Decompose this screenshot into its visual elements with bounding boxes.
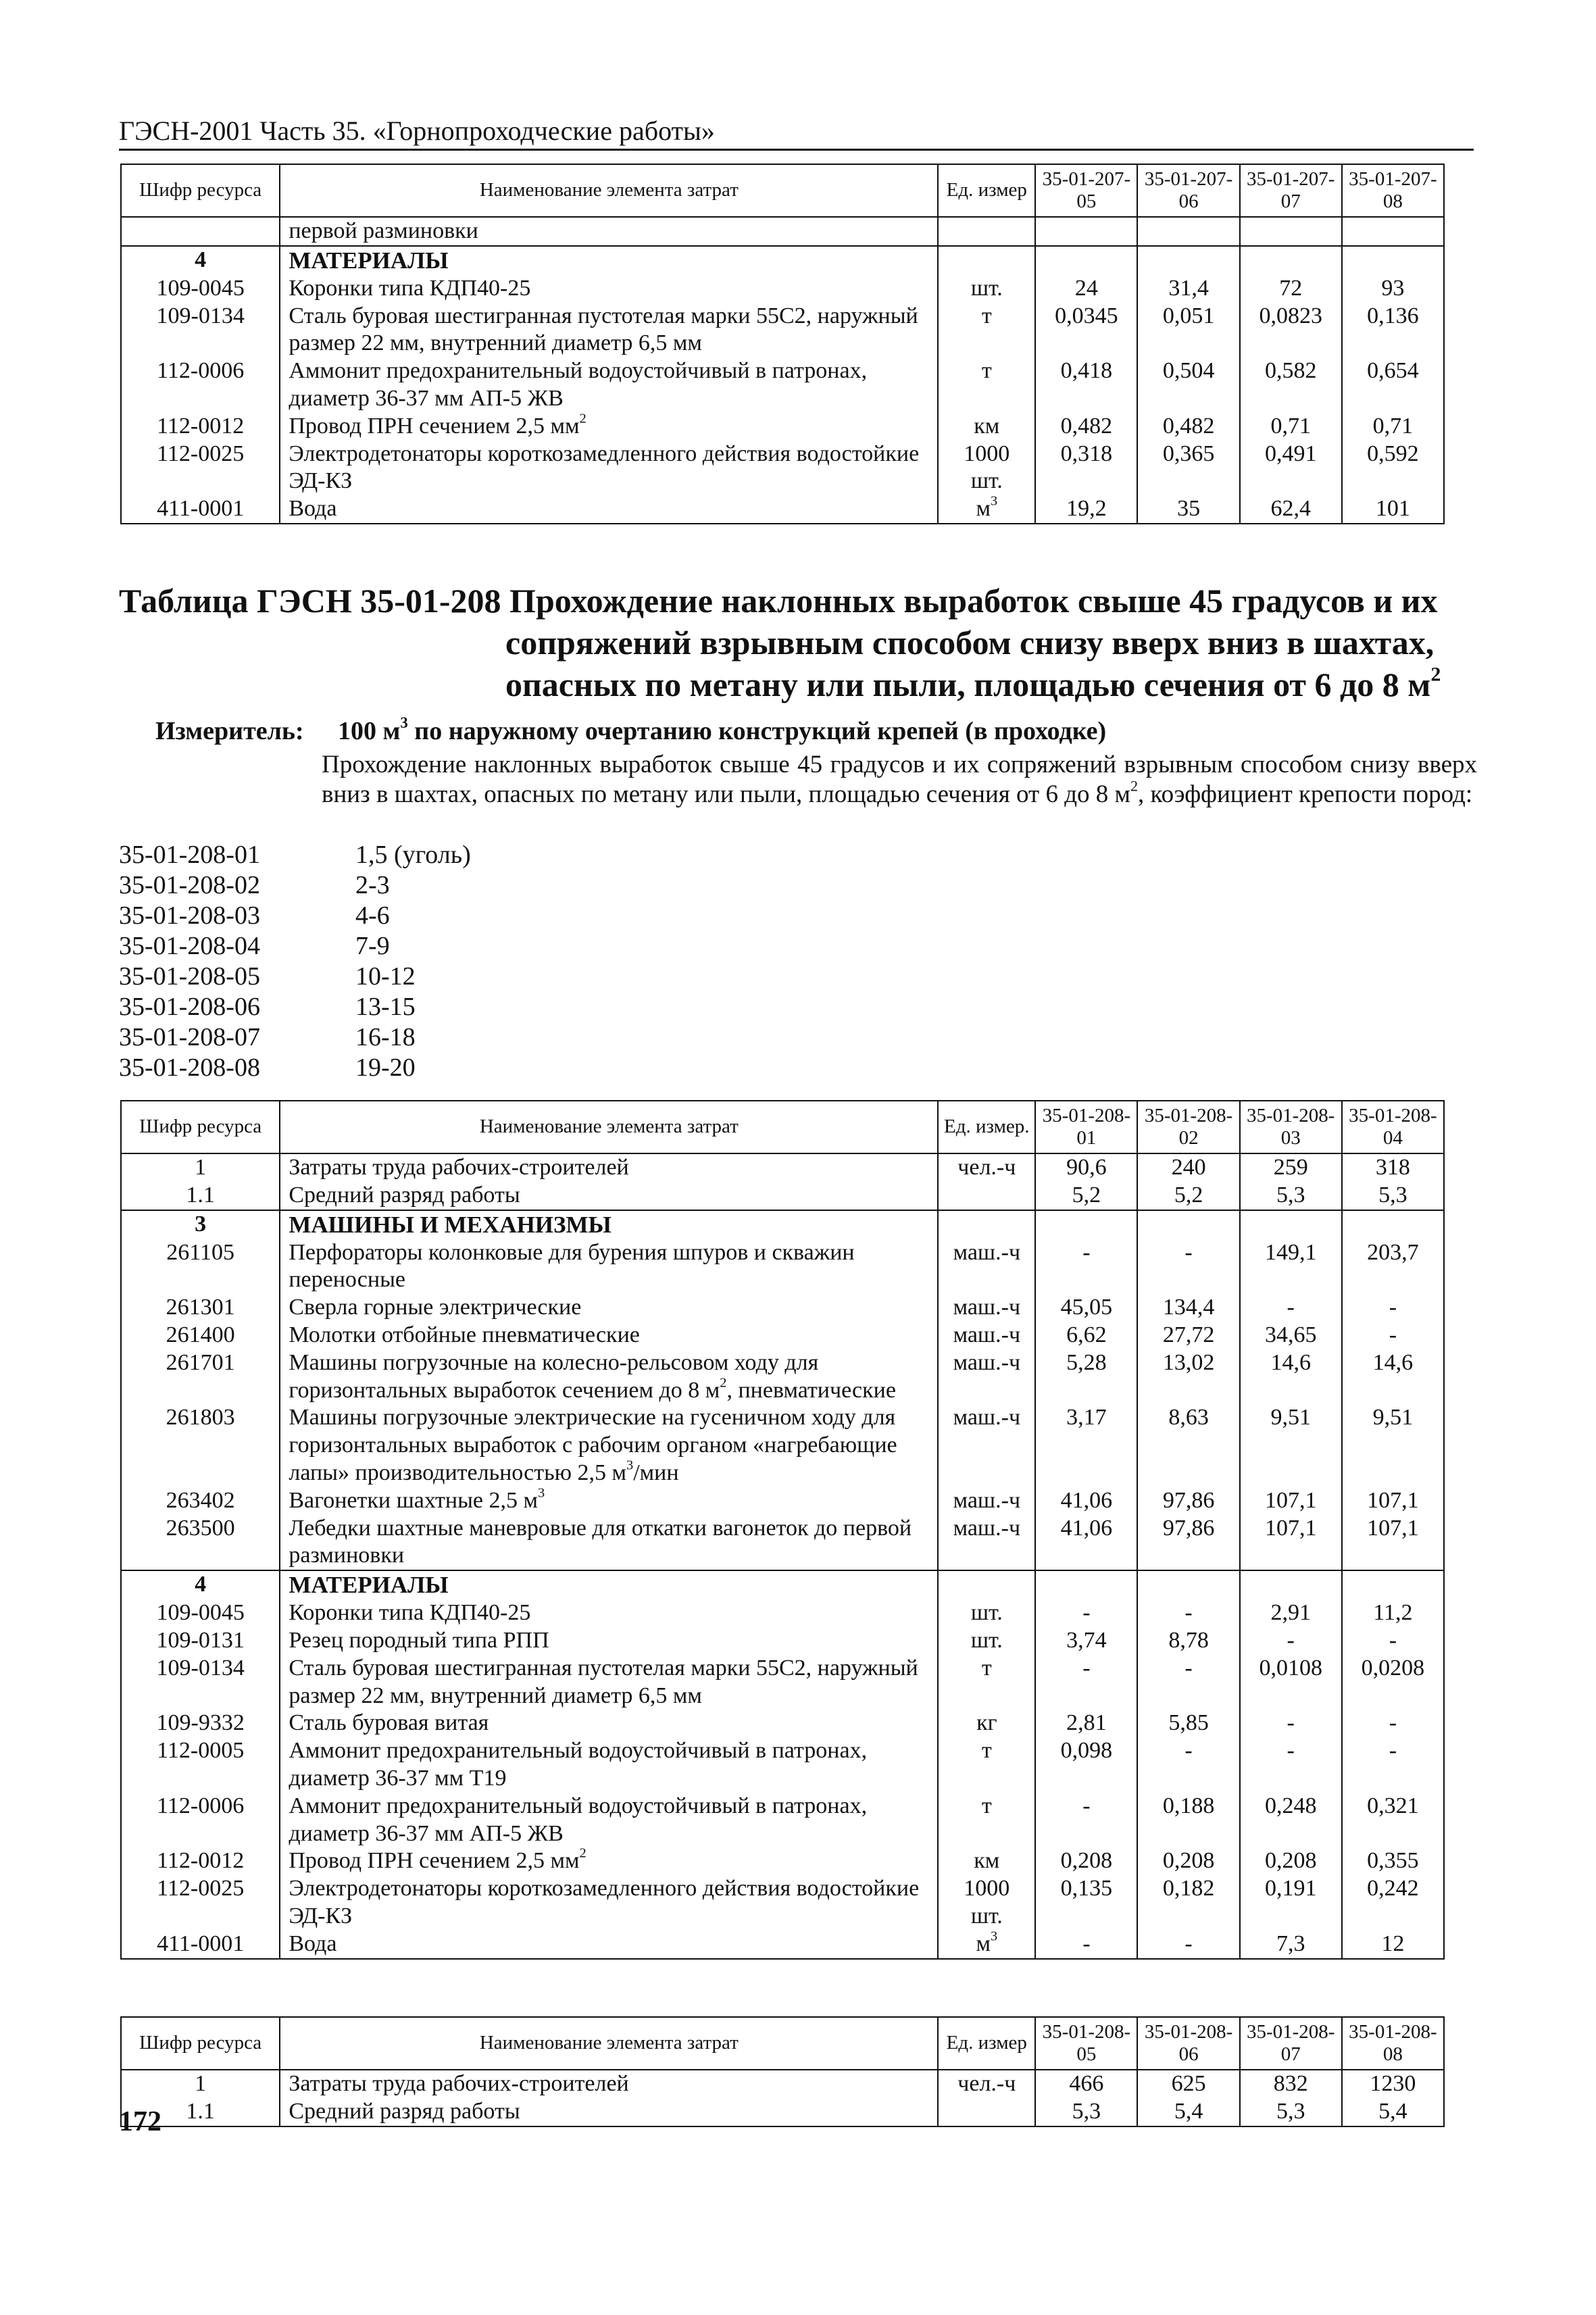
- row-name: Средний разряд работы: [280, 1182, 938, 1210]
- table-row: [121, 1875, 1444, 1931]
- row-unit: т: [938, 1737, 1035, 1793]
- row-name-continuation: первой разминовки: [280, 217, 938, 246]
- row-code: 112-0012: [121, 1847, 280, 1875]
- row-value: 107,1: [1240, 1515, 1342, 1571]
- row-value: 5,28: [1035, 1349, 1137, 1405]
- table-row: [121, 2070, 1444, 2098]
- header-col-1: 35-01-208-01: [1035, 1101, 1137, 1153]
- header-col-2: 35-01-208-06: [1137, 2017, 1239, 2070]
- row-value: 318: [1342, 1153, 1444, 1182]
- row-code: 112-0006: [121, 1793, 280, 1848]
- header-col-4: 35-01-208-04: [1342, 1101, 1444, 1153]
- variant-value: 10-12: [355, 962, 416, 991]
- row-unit: $м^3$: [938, 1931, 1035, 1959]
- row-code: 1.1: [121, 2098, 280, 2126]
- row-value: 9,51: [1342, 1404, 1444, 1487]
- row-name: Коронки типа КДП40-25: [280, 1599, 938, 1627]
- row-value: 3,17: [1035, 1404, 1137, 1487]
- section-row: [121, 1570, 1444, 1599]
- row-value: 0,654: [1342, 357, 1444, 413]
- row-value: 134,4: [1137, 1294, 1239, 1322]
- row-value: 41,06: [1035, 1515, 1137, 1571]
- table-row: [121, 1599, 1444, 1627]
- header-col-3: 35-01-207-07: [1240, 164, 1342, 217]
- meter-text: 100 $м^3$ по наружному очертанию конструкций крепей (в проходке): [338, 714, 1107, 745]
- row-value: -: [1342, 1737, 1444, 1793]
- row-unit: маш.-ч: [938, 1404, 1035, 1487]
- row-code: 112-0025: [121, 441, 280, 496]
- row-value: 466: [1035, 2070, 1137, 2098]
- row-value: 0,355: [1342, 1847, 1444, 1875]
- row-unit: маш.-ч: [938, 1349, 1035, 1405]
- row-value: 19,2: [1035, 495, 1137, 524]
- row-value: -: [1035, 1599, 1137, 1627]
- page-number: 172: [119, 2106, 161, 2137]
- row-value: 0,182: [1137, 1875, 1239, 1931]
- row-value: 0,248: [1240, 1793, 1342, 1848]
- row-code: 112-0012: [121, 413, 280, 441]
- row-value: 0,318: [1035, 441, 1137, 496]
- row-value: -: [1342, 1294, 1444, 1322]
- row-code: 109-9332: [121, 1710, 280, 1737]
- table-row: [121, 2098, 1444, 2126]
- row-value: 3,74: [1035, 1627, 1137, 1655]
- row-value: 0,0108: [1240, 1655, 1342, 1710]
- row-value: 5,4: [1342, 2098, 1444, 2126]
- row-name: Сталь буровая шестигранная пустотелая марки 55С2, наружный размер 22 мм, внутренний диаметр 6,5 мм: [280, 1655, 938, 1710]
- table-35-01-207-continued: [120, 164, 1445, 524]
- row-value: 832: [1240, 2070, 1342, 2098]
- row-value: 0,188: [1137, 1793, 1239, 1848]
- table-row: [121, 217, 1444, 246]
- row-unit: 1000 шт.: [938, 1875, 1035, 1931]
- header-rule: [119, 149, 1474, 151]
- row-value: 107,1: [1342, 1515, 1444, 1571]
- table-row: [121, 1239, 1444, 1295]
- row-value: 0,208: [1035, 1847, 1137, 1875]
- table-35-01-208-05-08: [120, 2016, 1445, 2127]
- row-value: 240: [1137, 1153, 1239, 1182]
- row-value: 0,418: [1035, 357, 1137, 413]
- row-code: 261105: [121, 1239, 280, 1295]
- row-value: 8,63: [1137, 1404, 1239, 1487]
- row-unit: шт.: [938, 1599, 1035, 1627]
- row-value: -: [1137, 1599, 1239, 1627]
- row-value: 259: [1240, 1153, 1342, 1182]
- section-title: МАТЕРИАЛЫ: [280, 1570, 938, 1599]
- row-value: 5,3: [1240, 1182, 1342, 1210]
- variant-code: 35-01-208-07: [119, 1023, 260, 1051]
- variant-value: 2-3: [355, 871, 390, 899]
- row-unit: маш.-ч: [938, 1515, 1035, 1571]
- row-value: 8,78: [1137, 1627, 1239, 1655]
- table-row: [121, 1515, 1444, 1571]
- row-name: Аммонит предохранительный водоустойчивый в патронах, диаметр 36-37 мм АП-5 ЖВ: [280, 1793, 938, 1848]
- row-name: Вода: [280, 495, 938, 524]
- variant-value: 16-18: [355, 1023, 416, 1051]
- row-code: 112-0006: [121, 357, 280, 413]
- row-value: 6,62: [1035, 1322, 1137, 1349]
- row-code: 411-0001: [121, 1931, 280, 1959]
- row-value: 97,86: [1137, 1515, 1239, 1571]
- row-value: 0,592: [1342, 441, 1444, 496]
- row-code: 1: [121, 2070, 280, 2098]
- row-name: Электродетонаторы короткозамедленного действия водостойкие ЭД-КЗ: [280, 1875, 938, 1931]
- row-value: 625: [1137, 2070, 1239, 2098]
- row-code: 109-0045: [121, 275, 280, 303]
- row-value: 0,135: [1035, 1875, 1137, 1931]
- row-value: 5,3: [1240, 2098, 1342, 2126]
- row-name: Коронки типа КДП40-25: [280, 275, 938, 303]
- row-code: 261301: [121, 1294, 280, 1322]
- row-value: 31,4: [1137, 275, 1239, 303]
- row-unit: шт.: [938, 275, 1035, 303]
- table-row: [121, 1404, 1444, 1487]
- row-code: 109-0134: [121, 303, 280, 358]
- table-row: [121, 1349, 1444, 1405]
- row-unit: км: [938, 413, 1035, 441]
- row-code: 261803: [121, 1404, 280, 1487]
- row-code: 109-0045: [121, 1599, 280, 1627]
- row-value: 9,51: [1240, 1404, 1342, 1487]
- row-value: 5,2: [1137, 1182, 1239, 1210]
- table-row: [121, 1182, 1444, 1210]
- row-name: Лебедки шахтные маневровые для откатки вагонеток до первой разминовки: [280, 1515, 938, 1571]
- row-name: Резец породный типа РПП: [280, 1627, 938, 1655]
- variant-value: 4-6: [355, 901, 390, 930]
- row-value: -: [1035, 1239, 1137, 1295]
- section-row: [121, 246, 1444, 275]
- header-name: Наименование элемента затрат: [280, 1101, 938, 1153]
- table-row: [121, 441, 1444, 496]
- row-value: -: [1342, 1710, 1444, 1737]
- row-unit: чел.-ч: [938, 1153, 1035, 1182]
- row-code: 1.1: [121, 1182, 280, 1210]
- row-value: 7,3: [1240, 1931, 1342, 1959]
- table-row: [121, 1655, 1444, 1710]
- row-name: Электродетонаторы короткозамедленного действия водостойкие ЭД-КЗ: [280, 441, 938, 496]
- variant-value: 1,5 (уголь): [355, 841, 471, 869]
- section-code: 4: [121, 246, 280, 275]
- table-title: [119, 580, 1477, 705]
- header-unit: Ед. измер: [938, 2017, 1035, 2070]
- work-description: Прохождение наклонных выработок свыше 45 градусов и их сопряжений взрывным способом снизу вверх вниз в шахтах, опасных по метану или пыли, площадью сечения от 6 до 8 $м^2$, коэффициент крепости пород:: [322, 751, 1477, 808]
- row-value: 90,6: [1035, 1153, 1137, 1182]
- header-col-4: 35-01-207-08: [1342, 164, 1444, 217]
- row-value: -: [1035, 1793, 1137, 1848]
- row-value: 0,504: [1137, 357, 1239, 413]
- header-col-1: 35-01-208-05: [1035, 2017, 1137, 2070]
- row-value: 14,6: [1240, 1349, 1342, 1405]
- row-value: 0,365: [1137, 441, 1239, 496]
- row-unit: т: [938, 1793, 1035, 1848]
- header-col-3: 35-01-208-07: [1240, 2017, 1342, 2070]
- variant-value: 7-9: [355, 932, 390, 960]
- table-row: [121, 1627, 1444, 1655]
- row-unit: маш.-ч: [938, 1239, 1035, 1295]
- row-value: 34,65: [1240, 1322, 1342, 1349]
- row-value: 107,1: [1240, 1487, 1342, 1515]
- variant-code: 35-01-208-03: [119, 901, 260, 930]
- row-code: 261701: [121, 1349, 280, 1405]
- row-value: -: [1240, 1294, 1342, 1322]
- header-name: Наименование элемента затрат: [280, 2017, 938, 2070]
- row-value: 101: [1342, 495, 1444, 524]
- table-row: [121, 1931, 1444, 1959]
- variant-code: 35-01-208-08: [119, 1053, 260, 1082]
- row-value: 0,0823: [1240, 303, 1342, 358]
- header-unit: Ед. измер: [938, 164, 1035, 217]
- header-col-2: 35-01-208-02: [1137, 1101, 1239, 1153]
- row-name: Молотки отбойные пневматические: [280, 1322, 938, 1349]
- row-value: 5,2: [1035, 1182, 1137, 1210]
- row-name: Аммонит предохранительный водоустойчивый в патронах, диаметр 36-37 мм АП-5 ЖВ: [280, 357, 938, 413]
- row-value: 5,3: [1035, 2098, 1137, 2126]
- variant-value: 19-20: [355, 1053, 416, 1082]
- row-value: 0,208: [1240, 1847, 1342, 1875]
- row-name: Затраты труда рабочих-строителей: [280, 1153, 938, 1182]
- header-code: Шифр ресурса: [121, 1101, 280, 1153]
- section-title: МАШИНЫ И МЕХАНИЗМЫ: [280, 1210, 938, 1239]
- variant-code: 35-01-208-04: [119, 932, 260, 960]
- row-name: Средний разряд работы: [280, 2098, 938, 2126]
- row-value: 0,71: [1240, 413, 1342, 441]
- variant-code: 35-01-208-01: [119, 841, 260, 869]
- header-col-1: 35-01-207-05: [1035, 164, 1137, 217]
- row-unit: [938, 1182, 1035, 1210]
- header-code: Шифр ресурса: [121, 2017, 280, 2070]
- row-name: Аммонит предохранительный водоустойчивый в патронах, диаметр 36-37 мм Т19: [280, 1737, 938, 1793]
- row-value: 0,136: [1342, 303, 1444, 358]
- row-unit: кг: [938, 1710, 1035, 1737]
- row-unit: [938, 2098, 1035, 2126]
- row-name: Сталь буровая шестигранная пустотелая марки 55С2, наружный размер 22 мм, внутренний диаметр 6,5 мм: [280, 303, 938, 358]
- table-title-line-2: сопряжений взрывным способом снизу вверх вниз в шахтах,: [505, 624, 1435, 662]
- row-value: 1230: [1342, 2070, 1444, 2098]
- table-row: [121, 1294, 1444, 1322]
- row-value: 0,191: [1240, 1875, 1342, 1931]
- row-value: -: [1240, 1710, 1342, 1737]
- row-name: Перфораторы колонковые для бурения шпуров и скважин переносные: [280, 1239, 938, 1295]
- variant-code: 35-01-208-05: [119, 962, 260, 991]
- row-code: 261400: [121, 1322, 280, 1349]
- row-value: 203,7: [1342, 1239, 1444, 1295]
- row-value: 35: [1137, 495, 1239, 524]
- row-value: -: [1342, 1627, 1444, 1655]
- row-code: 411-0001: [121, 495, 280, 524]
- row-value: 5,85: [1137, 1710, 1239, 1737]
- row-value: 0,482: [1035, 413, 1137, 441]
- row-value: 14,6: [1342, 1349, 1444, 1405]
- row-value: 0,321: [1342, 1793, 1444, 1848]
- row-value: 93: [1342, 275, 1444, 303]
- row-unit: маш.-ч: [938, 1294, 1035, 1322]
- row-unit: чел.-ч: [938, 2070, 1035, 2098]
- table-title-line-1: Таблица ГЭСН 35-01-208 Прохождение наклонных выработок свыше 45 градусов и их: [119, 582, 1438, 620]
- table-row: [121, 1793, 1444, 1848]
- row-value: 149,1: [1240, 1239, 1342, 1295]
- row-code: 1: [121, 1153, 280, 1182]
- row-value: 0,242: [1342, 1875, 1444, 1931]
- row-value: 0,582: [1240, 357, 1342, 413]
- table-row: [121, 357, 1444, 413]
- table-row: [121, 303, 1444, 358]
- table-row: [121, 1153, 1444, 1182]
- row-unit: шт.: [938, 1627, 1035, 1655]
- section-row: [121, 1210, 1444, 1239]
- row-value: 72: [1240, 275, 1342, 303]
- row-unit: км: [938, 1847, 1035, 1875]
- row-value: 0,482: [1137, 413, 1239, 441]
- section-title: МАТЕРИАЛЫ: [280, 246, 938, 275]
- table-row: [121, 275, 1444, 303]
- row-unit: маш.-ч: [938, 1322, 1035, 1349]
- table-row: [121, 1710, 1444, 1737]
- row-unit: маш.-ч: [938, 1487, 1035, 1515]
- row-code: 109-0131: [121, 1627, 280, 1655]
- row-value: 11,2: [1342, 1599, 1444, 1627]
- row-value: 0,051: [1137, 303, 1239, 358]
- row-value: -: [1240, 1737, 1342, 1793]
- row-name: Машины погрузочные на колесно-рельсовом ходу для горизонтальных выработок сечением до 8 $м^2$, пневматические: [280, 1349, 938, 1405]
- row-value: -: [1137, 1931, 1239, 1959]
- row-name: Провод ПРН сечением 2,5 $мм^2$: [280, 1847, 938, 1875]
- table-row: [121, 1322, 1444, 1349]
- row-value: -: [1137, 1655, 1239, 1710]
- row-value: 0,0208: [1342, 1655, 1444, 1710]
- row-value: -: [1035, 1655, 1137, 1710]
- row-value: 12: [1342, 1931, 1444, 1959]
- row-name: Сверла горные электрические: [280, 1294, 938, 1322]
- row-code: 112-0025: [121, 1875, 280, 1931]
- row-unit: т: [938, 1655, 1035, 1710]
- table-title-line-3: опасных по метану или пыли, площадью сечения от 6 до 8 $м^2$: [505, 663, 1441, 703]
- table-row: [121, 1487, 1444, 1515]
- row-value: 5,3: [1342, 1182, 1444, 1210]
- row-name: Машины погрузочные электрические на гусеничном ходу для горизонтальных выработок с рабочим органом «нагребающие лапы» производительностью 2,5 $м^3$/мин: [280, 1404, 938, 1487]
- running-header: ГЭСН-2001 Часть 35. «Горнопроходческие работы»: [119, 116, 715, 146]
- row-value: 62,4: [1240, 495, 1342, 524]
- variant-code: 35-01-208-06: [119, 993, 260, 1021]
- row-value: -: [1137, 1239, 1239, 1295]
- variant-code: 35-01-208-02: [119, 871, 260, 899]
- row-code: 263500: [121, 1515, 280, 1571]
- row-value: 0,71: [1342, 413, 1444, 441]
- row-code: 112-0005: [121, 1737, 280, 1793]
- row-value: -: [1035, 1931, 1137, 1959]
- header-code: Шифр ресурса: [121, 164, 280, 217]
- meter-label: Измеритель:: [155, 717, 304, 745]
- row-value: 0,0345: [1035, 303, 1137, 358]
- row-value: 24: [1035, 275, 1137, 303]
- row-value: 0,208: [1137, 1847, 1239, 1875]
- row-name: Вагонетки шахтные 2,5 $м^3$: [280, 1487, 938, 1515]
- table-35-01-208-01-04: [120, 1100, 1445, 1960]
- table-row: [121, 1737, 1444, 1793]
- row-value: 13,02: [1137, 1349, 1239, 1405]
- row-value: 2,91: [1240, 1599, 1342, 1627]
- row-value: 5,4: [1137, 2098, 1239, 2126]
- row-unit: т: [938, 303, 1035, 358]
- row-value: -: [1240, 1627, 1342, 1655]
- section-code: 4: [121, 1570, 280, 1599]
- header-name: Наименование элемента затрат: [280, 164, 938, 217]
- row-code: 109-0134: [121, 1655, 280, 1710]
- row-name: Провод ПРН сечением 2,5 $мм^2$: [280, 413, 938, 441]
- row-value: 2,81: [1035, 1710, 1137, 1737]
- header-col-4: 35-01-208-08: [1342, 2017, 1444, 2070]
- table-row: [121, 495, 1444, 524]
- row-value: 45,05: [1035, 1294, 1137, 1322]
- row-code: 263402: [121, 1487, 280, 1515]
- row-value: 97,86: [1137, 1487, 1239, 1515]
- variant-value: 13-15: [355, 993, 416, 1021]
- section-code: 3: [121, 1210, 280, 1239]
- row-value: 107,1: [1342, 1487, 1444, 1515]
- header-col-3: 35-01-208-03: [1240, 1101, 1342, 1153]
- row-value: 41,06: [1035, 1487, 1137, 1515]
- row-value: -: [1342, 1322, 1444, 1349]
- row-unit: т: [938, 357, 1035, 413]
- row-name: Затраты труда рабочих-строителей: [280, 2070, 938, 2098]
- row-unit: $м^3$: [938, 495, 1035, 524]
- row-name: Сталь буровая витая: [280, 1710, 938, 1737]
- table-row: [121, 413, 1444, 441]
- header-col-2: 35-01-207-06: [1137, 164, 1239, 217]
- row-value: -: [1137, 1737, 1239, 1793]
- row-value: 27,72: [1137, 1322, 1239, 1349]
- row-unit: 1000 шт.: [938, 441, 1035, 496]
- header-unit: Ед. измер.: [938, 1101, 1035, 1153]
- row-value: 0,098: [1035, 1737, 1137, 1793]
- row-name: Вода: [280, 1931, 938, 1959]
- table-row: [121, 1847, 1444, 1875]
- row-value: 0,491: [1240, 441, 1342, 496]
